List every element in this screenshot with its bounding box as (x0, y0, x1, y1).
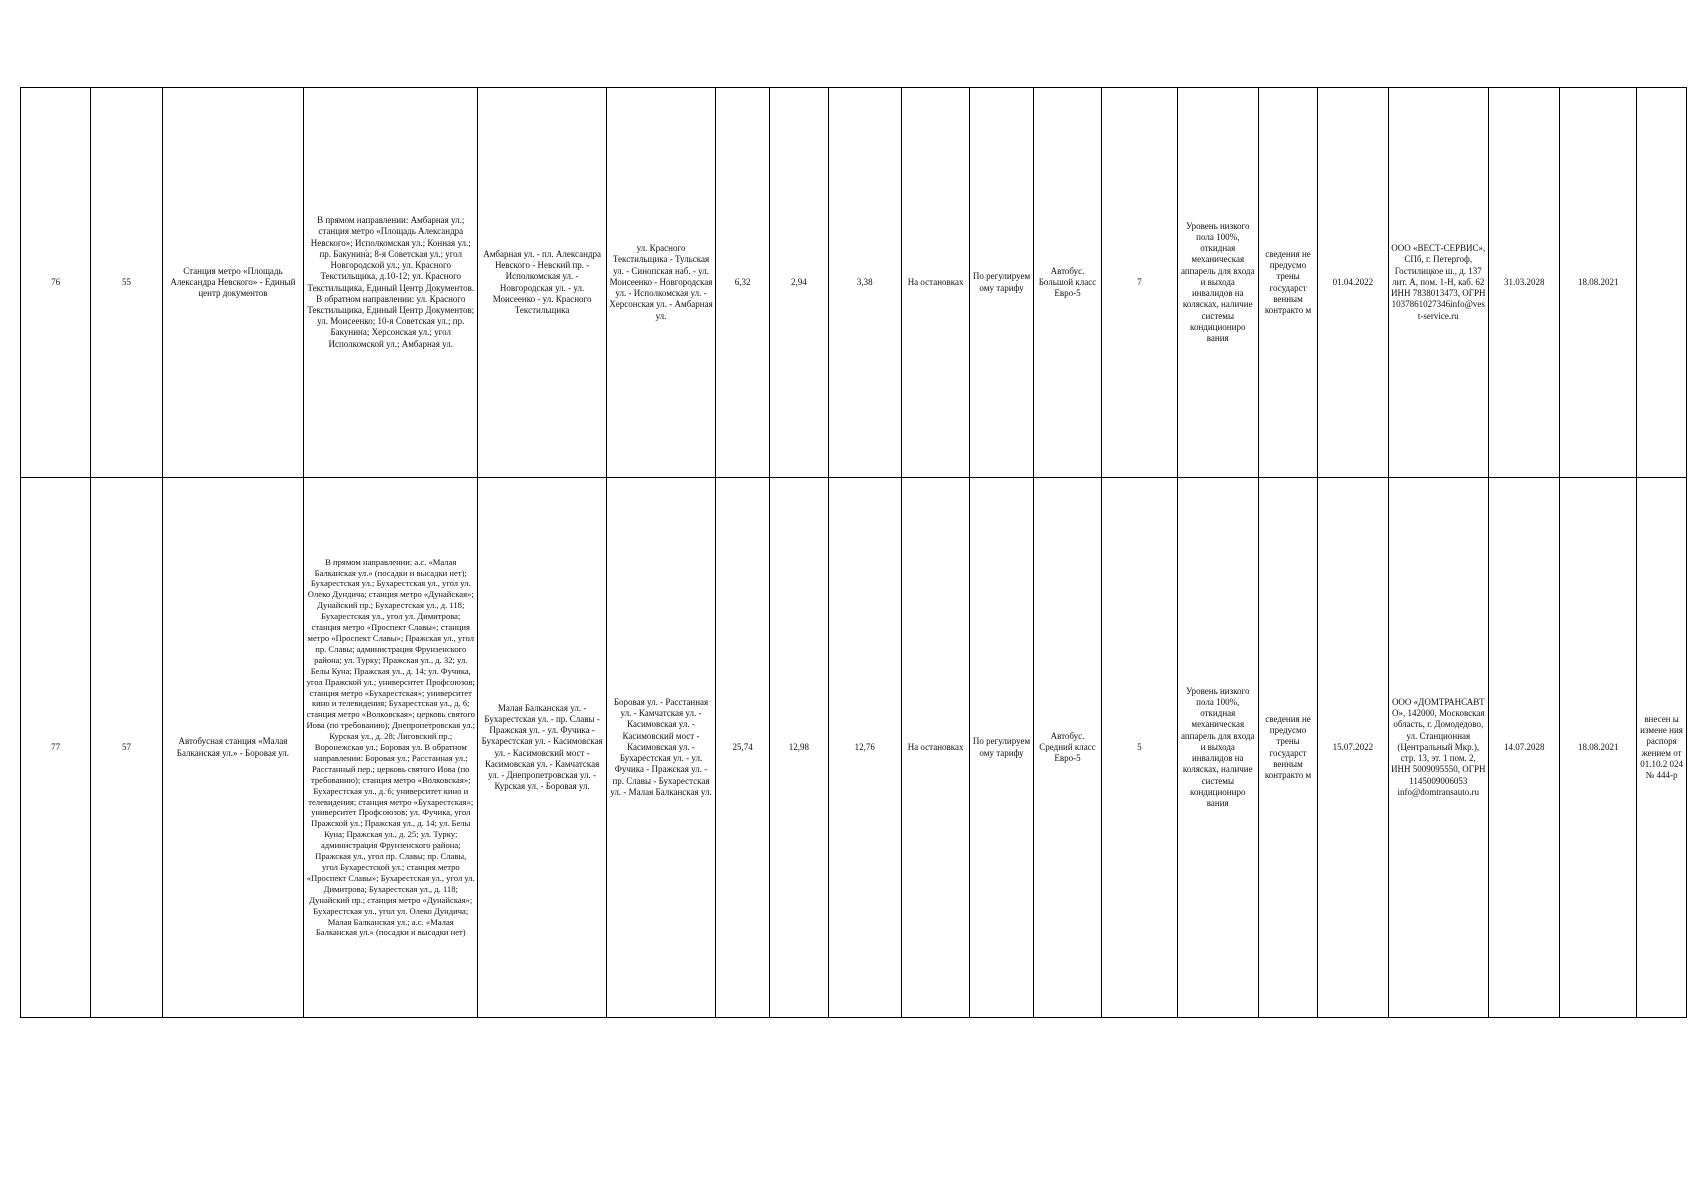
cell-streets-forward: Малая Балканская ул. - Бухарестская ул. - пр. Славы - Пражская ул. - ул. Фучика - Бухарестская ул. - Касимовская ул. - Касимовский мост - Касимовская ул. - Камчатская ул. - Днепропетровская ул. - Курская ул. - Боровая ул. (478, 478, 607, 1018)
cell-characteristics: Уровень низкого пола 100%, откидная механическая аппарель для входа и выхода инвалидов на колясках, наличие системы кондициониро вания (1177, 478, 1258, 1018)
cell-characteristics: Уровень низкого пола 100%, откидная механическая аппарель для входа и выхода инвалидов на колясках, наличие системы кондициониро вания (1177, 88, 1258, 478)
cell-boarding: На остановках (902, 88, 970, 478)
cell-stops: В прямом направлении: а.с. «Малая Балканская ул.» (посадки и высадки нет); Бухарестская ул.; Бухарестская ул., угол ул. Олеко Дундича; станция метро «Дунайская»; Дунайский пр.; Бухарестская ул., д. 118; Бухарестская ул., угол ул. Димитрова; станция метро «Проспект Славы»; станция метро «Проспект Славы»; Пражская ул., угол пр. Славы; администрация Фрунзенского района; ул. Турку; Пражская ул., д. 32; ул. Белы Куна; Пражская ул., д. 14; ул. Фучика, угол Пражской ул.; университет Профсоюзов; станция метро «Бухарестская»; университет кино и телевидения; Бухарестская ул., д. 6; станция метро «Волковская»; церковь святого Иова (по требованию); Днепропетровская ул.; Курская ул., д. 28; Лиговский пр.; Воронежская ул.; Боровая ул. В обратном направлении: Боровая ул.; Расстанная ул.; Расстанный пер.; церковь святого Иова (по требованию); станция метро «Волковская»; Бухарестская ул., д. 6; университет кино и телевидения; станция метро «Бухарестская»; университет Профсоюзов; ул. Фучика, угол Пражской ул.; Пражская ул., д. 14; ул. Белы Куна; Пражская ул., д. 25; ул. Турку; администрация Фрунзенского района; Пражская ул., угол пр. Славы; пр. Славы, угол Бухарестской ул.; станция метро «Проспект Славы»; Бухарестская ул., угол ул. Димитрова; Бухарестская ул., д. 118; Дунайский пр.; станция метро «Дунайская»; Бухарестская ул., угол ул. Олеко Дундича; Малая Балканская ул.; а.с. «Малая Балканская ул.» (посадки и высадки нет) (304, 478, 478, 1018)
cell-row-number: 76 (21, 88, 91, 478)
cell-vehicle: Автобус. Средний класс Евро-5 (1033, 478, 1101, 1018)
cell-notes: внесен ы измене ния распоря жением от 01.10.2 024 № 444-р (1637, 478, 1687, 1018)
cell-streets-back: Боровая ул. - Расстанная ул. - Камчатская ул. - Касимовская ул. - Касимовский мост - Касимовская ул. - Бухарестская ул. - ул. Фучика - Пражская ул. - пр. Славы - Бухарестская ул. - Малая Балканская ул. (606, 478, 715, 1018)
cell-route-number: 55 (91, 88, 162, 478)
cell-start-date: 01.04.2022 (1318, 88, 1388, 478)
cell-length-back: 3,38 (828, 88, 902, 478)
cell-stops: В прямом направлении: Амбарная ул.; станция метро «Площадь Александра Невского»; Исполкомская ул.; Конная ул.; пр. Бакунина; 8-я Советская ул.; угол Новгородской ул.; ул. Красного Текстильщика, д.10-12; ул. Красного Текстильщика, Единый Центр Документов. В обратном направлении: ул. Красного Текстильщика, Единый Центр Документов; ул. Моисеенко; 10-я Советская ул.; пр. Бакунина; Херсонская ул.; угол Исполкомской ул.; Амбарная ул. (304, 88, 478, 478)
cell-registration-date: 18.08.2021 (1560, 88, 1637, 478)
cell-length-total: 25,74 (716, 478, 770, 1018)
cell-route-name: Станция метро «Площадь Александра Невского» - Единый центр документов (162, 88, 304, 478)
cell-row-number: 77 (21, 478, 91, 1018)
cell-length-back: 12,76 (828, 478, 902, 1018)
table-row (21, 88, 1687, 478)
cell-contract-info: сведения не предусмо трены государст венным контракто м (1258, 88, 1317, 478)
cell-registration-date: 18.08.2021 (1560, 478, 1637, 1018)
cell-tariff: По регулируем ому тарифу (970, 478, 1034, 1018)
cell-length-forward: 2,94 (770, 88, 828, 478)
cell-vehicle: Автобус. Большой класс Евро-5 (1033, 88, 1101, 478)
cell-length-forward: 12,98 (770, 478, 828, 1018)
cell-streets-back: ул. Красного Текстильщика - Тульская ул. - Синопская наб. - ул. Моисеенко - Новгородская ул. - Исполкомская ул. - Херсонская ул. - Амбарная ул. (606, 88, 715, 478)
cell-end-date: 31.03.2028 (1489, 88, 1560, 478)
cell-streets-forward: Амбарная ул. - пл. Александра Невского - Невский пр. - Исполкомская ул. - Новгородская ул. - ул. Моисеенко - ул. Красного Текстильщика (478, 88, 607, 478)
cell-notes (1637, 88, 1687, 478)
cell-route-number: 57 (91, 478, 162, 1018)
cell-route-name: Автобусная станция «Малая Балканская ул.» - Боровая ул. (162, 478, 304, 1018)
cell-length-total: 6,32 (716, 88, 770, 478)
cell-end-date: 14.07.2028 (1489, 478, 1560, 1018)
cell-tariff: По регулируем ому тарифу (970, 88, 1034, 478)
route-register-table (20, 87, 1687, 1018)
cell-boarding: На остановках (902, 478, 970, 1018)
cell-vehicle-count: 7 (1102, 88, 1178, 478)
cell-contract-info: сведения не предусмо трены государст венным контракто м (1258, 478, 1317, 1018)
cell-carrier: ООО «ДОМТРАНСАВТ О», 142000, Московская область, г. Домодедово, ул. Станционная (Центральный Мкр.), стр. 13, эт. 1 пом. 2, ИНН 5009095550, ОГРН 1145009006053 info@domtransauto.ru (1388, 478, 1489, 1018)
cell-vehicle-count: 5 (1102, 478, 1178, 1018)
cell-start-date: 15.07.2022 (1318, 478, 1388, 1018)
cell-carrier: ООО «ВЕСТ-СЕРВИС», СПб, г. Петергоф, Гостилицкое ш., д. 137 лит. А, пом. 1-Н, каб. 62 ИНН 7838013473, ОГРН 1037861027346info@vest-service.ru (1388, 88, 1489, 478)
table-row (21, 478, 1687, 1018)
